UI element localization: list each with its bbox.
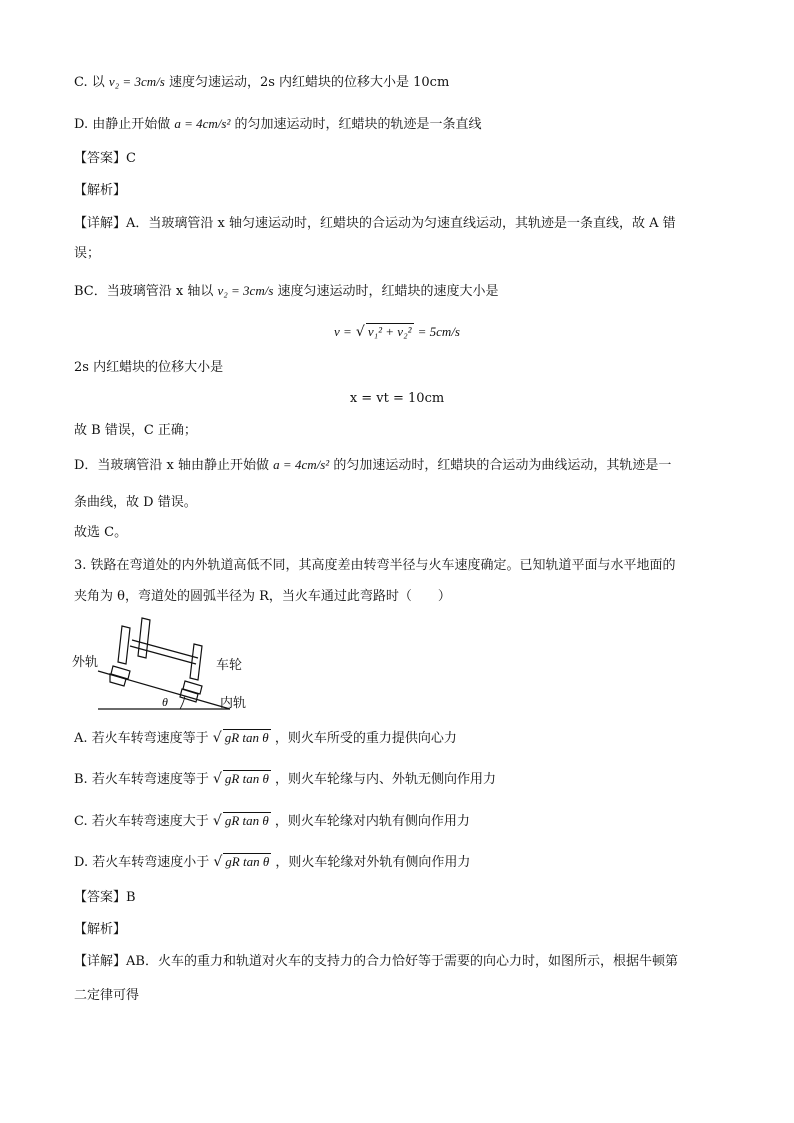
answer-tag: 【答案】 [74,890,127,905]
sqrt-icon: √ [213,854,223,870]
option-c-sqrt: gR tan θ [224,813,269,828]
equation-velocity-radicand: v₁² + v₂² [367,324,412,339]
option-c-text: ，则火车轮缘对内轨有侧向作用力 [274,814,470,829]
detail-d-line2: 条曲线，故 D 错误。 [74,495,197,510]
right-axle-post [190,644,202,680]
rail-figure [70,616,270,720]
option-a-prefix: A. 若火车转弯速度等于 [74,731,209,746]
option-d-text: 的匀加速运动时，红蜡块的轨迹是一条直线 [234,117,482,132]
q3-answer [74,889,136,907]
q3-option-d [74,853,470,872]
outer-rail-label: 外轨 [72,655,99,670]
q2-choose: 故选 C。 [74,525,128,540]
option-d-prefix: D. 若火车转弯速度小于 [74,855,210,870]
equation-velocity-rhs: = 5cm/s [417,324,460,339]
detail-a-line1: 【详解】A．当玻璃管沿 x 轴匀速运动时，红蜡块的合运动为匀速直线运动，其轨迹是一条直线，故 A 错 [74,216,676,231]
q3-stem-line2: 夹角为 θ，弯道处的圆弧半径为 R，当火车通过此弯路时（ ） [74,589,451,604]
sqrt-icon: √ [355,324,365,340]
option-d-formula: a = 4cm/s² [174,116,231,131]
detail-bc-text: 速度匀速运动时，红蜡块的速度大小是 [277,284,499,299]
answer-value: C [126,151,136,166]
option-d [74,115,482,134]
q3-stem-line1: 3. 铁路在弯道处的内外轨道高低不同，其高度差由转弯半径与火车速度确定。已知轨道平面与水平地面的 [74,558,676,573]
equation-displacement: x = vt = 10cm [349,391,445,406]
q2-answer [74,150,136,168]
inner-rail-label: 内轨 [220,696,247,711]
option-d-prefix: D. 由静止开始做 [74,117,171,132]
equation-velocity-lhs: v = [333,324,352,339]
option-b-sqrt: gR tan θ [224,771,269,786]
detail-bc-prefix: BC．当玻璃管沿 x 轴以 [74,284,214,299]
answer-tag: 【答案】 [74,151,127,166]
q3-option-c [74,812,470,831]
inner-wheel-flange [183,681,202,694]
sqrt-icon: √ [212,730,222,746]
option-c-prefix: C. 若火车转弯速度大于 [74,814,209,829]
right-wheel-post [138,618,150,658]
option-b-text: ，则火车轮缘与内、外轨无侧向作用力 [274,772,496,787]
option-c-prefix: C. 以 [74,75,105,90]
sqrt-icon: √ [212,813,222,829]
detail-d-formula: a = 4cm/s² [273,457,330,472]
detail-d-text: 的匀加速运动时，红蜡块的合运动为曲线运动，其轨迹是一 [333,458,672,473]
option-b-prefix: B. 若火车转弯速度等于 [74,772,209,787]
analysis-tag: 【解析】 [74,922,127,937]
option-c-formula: v₂ = 3cm/s [108,74,165,89]
equation-velocity [0,323,794,342]
q3-option-a [74,729,457,748]
option-a-sqrt: gR tan θ [224,730,269,745]
angle-label: θ [162,695,168,709]
q3-detail-line1: 【详解】AB．火车的重力和轨道对火车的支持力的合力恰好等于需要的向心力时，如图所示，根据牛顿第 [74,954,678,969]
analysis-tag: 【解析】 [74,183,127,198]
detail-d-prefix: D．当玻璃管沿 x 轴由静止开始做 [74,458,270,473]
option-c [74,73,449,92]
q3-option-b [74,770,496,789]
outer-wheel-flange [111,666,130,679]
wheel-label: 车轮 [216,658,243,673]
option-c-text: 速度匀速运动，2s 内红蜡块的位移大小是 10cm [168,75,450,90]
option-a-text: ，则火车所受的重力提供向心力 [274,731,457,746]
detail-bc [74,282,499,301]
option-d-text: ，则火车轮缘对外轨有侧向作用力 [275,855,471,870]
detail-a-line2: 误； [74,246,101,261]
displacement-text: 2s 内红蜡块的位移大小是 [74,360,224,375]
detail-bc-formula: v₂ = 3cm/s [217,283,274,298]
detail-d [74,456,671,475]
sqrt-icon: √ [212,771,222,787]
answer-value: B [126,890,136,905]
left-wheel-post [118,626,130,664]
q3-detail-line2: 二定律可得 [74,988,140,1003]
option-d-sqrt: gR tan θ [225,854,270,869]
conclusion-bc: 故 B 错误，C 正确； [74,423,197,438]
